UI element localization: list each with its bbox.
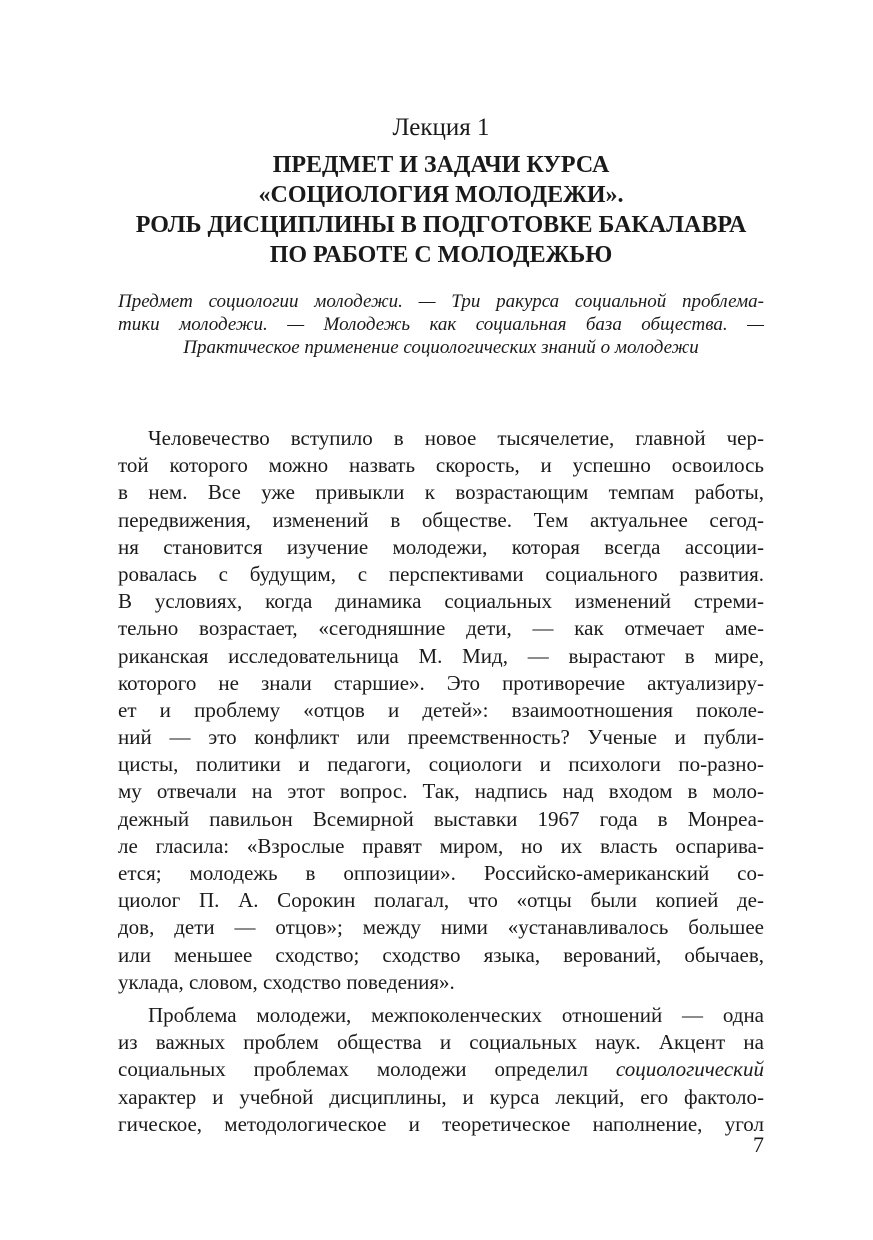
paragraph-1 [118, 425, 764, 996]
text-line: ня становится изучение молодежи, которая всегда ассоции- [118, 534, 764, 559]
text-line: дежный павильон Всемирной выставки 1967 года в Монреа- [118, 806, 764, 831]
text-line: передвижения, изменений в обществе. Тем актуальнее сегод- [118, 507, 764, 532]
text-line: ет и проблему «отцов и детей»: взаимоотношения поколе- [118, 697, 764, 722]
text-line: из важных проблем общества и социальных наук. Акцент на [118, 1030, 764, 1055]
title-line: «СОЦИОЛОГИЯ МОЛОДЕЖИ». [258, 182, 624, 208]
title-line: РОЛЬ ДИСЦИПЛИНЫ В ПОДГОТОВКЕ БАКАЛАВРА [135, 212, 747, 238]
body-text [118, 425, 764, 1138]
text-line: в нем. Все уже привыкли к возрастающим темпам работы, [118, 480, 764, 505]
text-line: характер и учебной дисциплины, и курса лекций, его фактоло- [118, 1084, 764, 1109]
summary-line: тики молодежи. — Молодежь как социальная база общества. — [118, 314, 764, 335]
book-page [118, 0, 764, 1240]
paragraph-2 [118, 1002, 764, 1138]
text-line: гическое, методологическое и теоретическое наполнение, угол [118, 1111, 764, 1136]
chapter-summary [118, 290, 764, 359]
text-fragment: социальных проблемах молодежи определил [118, 1057, 616, 1082]
text-line: Человечество вступило в новое тысячелетие, главной чер- [148, 426, 764, 450]
summary-line: Практическое применение социологических знаний о молодежи [183, 337, 699, 358]
title-line: ПО РАБОТЕ С МОЛОДЕЖЬЮ [269, 242, 613, 268]
summary-line: Предмет социологии молодежи. — Три ракурса социальной проблема- [118, 291, 764, 312]
text-line: ется; молодежь в оппозиции». Российско-американский со- [118, 861, 764, 885]
text-line: или меньшее сходство; сходство языка, верований, обычаев, [118, 942, 764, 967]
text-line: тельно возрастает, «сегодняшние дети, — как отмечает аме- [118, 616, 764, 641]
text-line: уклада, словом, сходство поведения». [118, 969, 455, 994]
text-line: ний — это конфликт или преемственность? Ученые и публи- [118, 725, 764, 750]
text-line: ровалась с будущим, с перспективами социального развития. [118, 561, 764, 586]
title-line: ПРЕДМЕТ И ЗАДАЧИ КУРСА [272, 152, 610, 178]
text-line: которого не знали старшие». Это противоречие актуализиру- [118, 670, 764, 695]
chapter-title [118, 150, 764, 270]
text-line: му отвечали на этот вопрос. Так, надпись над входом в моло- [118, 779, 764, 804]
text-line: циолог П. А. Сорокин полагал, что «отцы были копией де- [118, 888, 764, 913]
text-line: риканская исследовательница М. Мид, — вырастают в мире, [118, 643, 764, 668]
text-line: Проблема молодежи, межпоколенческих отношений — одна [148, 1002, 764, 1027]
page-number: 7 [753, 1132, 764, 1157]
text-line: ле гласила: «Взрослые правят миром, но их власть оспарива- [118, 833, 764, 858]
text-line: той которого можно назвать скорость, и успешно освоилось [118, 453, 764, 478]
text-line: дов, дети — отцов»; между ними «устанавливалось большее [118, 915, 764, 940]
text-line: цисты, политики и педагоги, социологи и психологи по-разно- [118, 752, 764, 777]
emphasized-term: социологический [615, 1057, 764, 1082]
text-line [118, 1056, 764, 1083]
text-line: В условиях, когда динамика социальных изменений стреми- [118, 589, 764, 614]
lecture-label: Лекция 1 [392, 114, 490, 141]
